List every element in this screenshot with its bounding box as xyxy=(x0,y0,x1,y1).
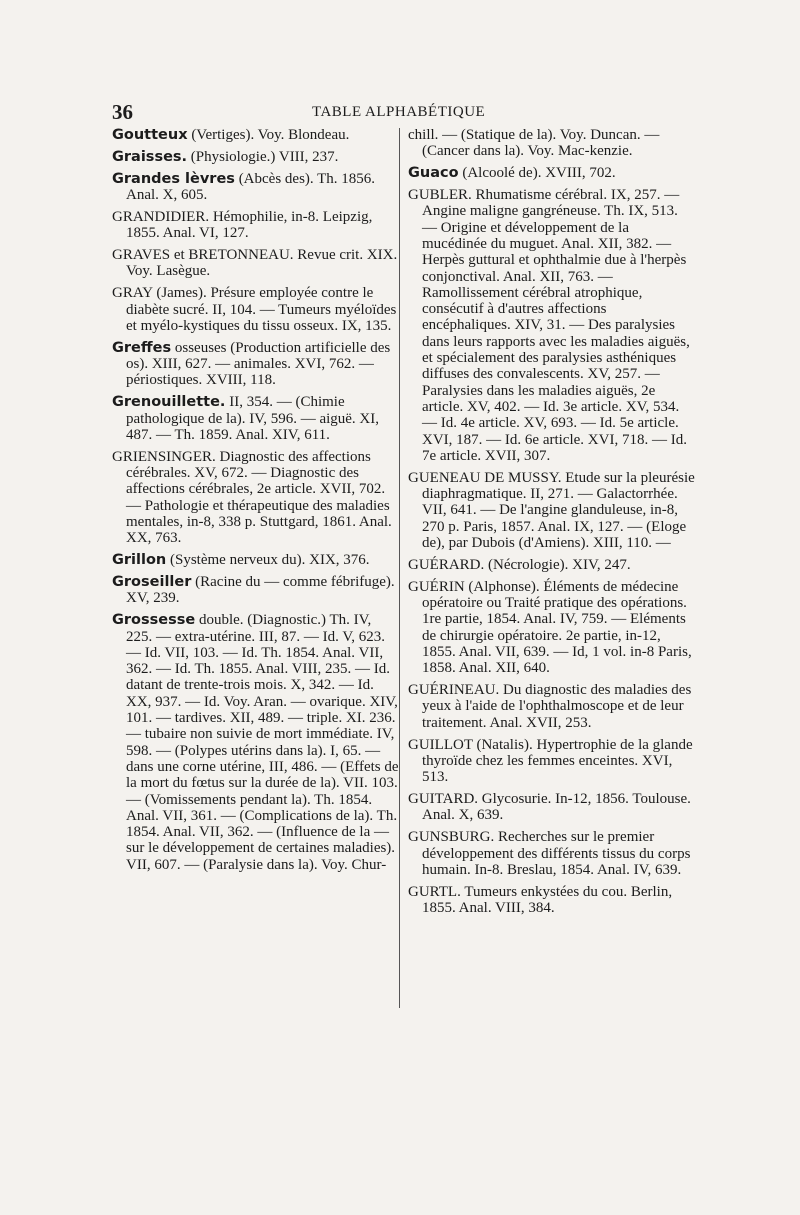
entry-text: GUÉRINEAU. Du diagnostic des maladies des yeux à l'aide de l'ophthalmoscope et de leur traitement. Anal. XVII, 253. xyxy=(408,682,692,731)
running-title: TABLE ALPHABÉTIQUE xyxy=(312,104,486,120)
entry-headword: Grenouillette. xyxy=(112,394,226,411)
right-column xyxy=(408,127,695,922)
entry-text: GUÉRARD. (Nécrologie). XIV, 247. xyxy=(408,556,631,573)
index-entry xyxy=(112,552,399,568)
index-entry xyxy=(408,884,695,917)
entry-text: GURTL. Tumeurs enkystées du cou. Berlin, 1855. Anal. VIII, 384. xyxy=(408,883,673,916)
entry-text: GUILLOT (Natalis). Hypertrophie de la glande thyroïde chez les femmes enceintes. XVI, 513. xyxy=(408,736,693,786)
entry-text: osseuses (Production artificielle des os). XIII, 627. — animales. XVI, 762. — périostiques. XVIII, 118. xyxy=(126,339,391,389)
page-header xyxy=(112,100,700,128)
index-entry xyxy=(112,574,399,607)
index-entry xyxy=(408,737,695,786)
entry-headword: Grillon xyxy=(112,552,167,569)
index-entry xyxy=(112,149,399,165)
entry-text: GRANDIDIER. Hémophilie, in-8. Leipzig, 1855. Anal. VI, 127. xyxy=(112,208,373,242)
index-entry xyxy=(408,791,695,824)
entry-text: double. (Diagnostic.) Th. IV, 225. — extra-utérine. III, 87. — Id. V, 623. — Id. VII, 103. — Id. Th. 1854. Anal. VII, 362. — Id. Th. 1855. Anal. VIII, 235. — Id. datant de trente-trois mois. X, 342. — Id. XX, 937. — Id. Voy. Aran. — ovarique. XIV, 101. — tardives. XII, 489. — triple. XI. 236. — tubaire non suivie de mort immédiate. IV, 598. — (Polypes utérins dans la). I, 65. — dans une corne utérine, III, 486. — (Effets de la mort du fœtus sur la durée de la). VII. 103. — (Vomissements pendant la). Th. 1854. Anal. VII, 361. — (Complications de la). Th. 1854. Anal. VII, 362. — (Influence de la — sur le développement de certaines maladies). VII, 607. — (Paralysie dans la). Voy. Chur- xyxy=(126,612,399,873)
entry-text: GUITARD. Glycosurie. In-12, 1856. Toulouse. Anal. X, 639. xyxy=(408,791,691,824)
entry-headword: Grandes lèvres xyxy=(112,170,235,187)
index-entry xyxy=(112,340,399,389)
column-divider xyxy=(399,128,400,1008)
entry-text: GRAY (James). Présure employée contre le diabète sucré. II, 104. — Tumeurs myéloïdes et myélo-kystiques du tissu osseux. IX, 135. xyxy=(112,285,397,334)
entry-text: GUBLER. Rhumatisme cérébral. IX, 257. — Angine maligne gangréneuse. Th. IX, 513. — Origine et développement de la mucédinée du muguet. Anal. XII, 382. — Herpès guttural et ophthalmie due à l'herpès conjonctival. Anal. XII, 763. — Ramollissement cérébral atrophique, consécutif à d'autres affections encéphaliques. XIV, 31. — Des paralysies dans leurs rapports avec les maladies aiguës, et spécialement des paralysies asthéniques diffuses des convalescents. XV, 257. — Paralysies dans les maladies aiguës, 2e article. XV, 402. — Id. 3e article. XV, 534. — Id. 4e article. XV, 693. — Id. 5e article. XVI, 187. — Id. 6e article. XVI, 718. — Id. 7e article. XVII, 307. xyxy=(408,187,690,464)
entry-text: (Alcoolé de). XVIII, 702. xyxy=(458,165,616,182)
entry-headword: Graisses. xyxy=(112,148,188,165)
index-entry xyxy=(408,557,695,573)
index-entry xyxy=(112,285,399,334)
index-entry xyxy=(408,682,695,731)
entry-text: (Système nerveux du). XIX, 376. xyxy=(166,552,370,569)
index-entry xyxy=(112,209,399,242)
entry-headword: Groseiller xyxy=(112,574,192,591)
index-entry xyxy=(112,612,399,873)
entry-text: (Racine du — comme fébrifuge). XV, 239. xyxy=(126,574,395,607)
entry-text: (Physiologie.) VIII, 237. xyxy=(187,148,339,165)
entry-headword: Grossesse xyxy=(112,612,196,629)
index-entry xyxy=(112,394,399,443)
entry-text: II, 354. — (Chimie pathologique de la). IV, 596. — aiguë. XI, 487. — Th. 1859. Anal. XIV, 611. xyxy=(126,394,380,443)
index-entry xyxy=(112,247,399,280)
entry-headword: Guaco xyxy=(408,165,459,182)
index-entry xyxy=(112,127,399,143)
index-entry xyxy=(112,171,399,204)
index-entry xyxy=(408,829,695,878)
entry-headword: Goutteux xyxy=(112,127,188,143)
entry-text: (Vertiges). Voy. Blondeau. xyxy=(187,127,350,143)
entry-headword: Greffes xyxy=(112,339,172,356)
index-entry xyxy=(112,449,399,547)
entry-text: GUNSBURG. Recherches sur le premier développement des différents tissus du corps humain. In-8. Breslau, 1854. Anal. IV, 639. xyxy=(408,829,691,878)
entry-text: GUENEAU DE MUSSY. Etude sur la pleurésie diaphragmatique. II, 271. — Galactorrhée. VII, 641. — De l'angine glanduleuse, in-8, 270 p. Paris, 1857. Anal. IX, 127. — (Eloge de), par Dubois (d'Amiens). XIII, 110. — xyxy=(408,469,695,551)
entry-text: GRIENSINGER. Diagnostic des affections cérébrales. XV, 672. — Diagnostic des affections cérébrales, 2e article. XVII, 702. — Pathologie et thérapeutique des maladies mentales, in-8, 338 p. Stuttgard, 1861. Anal. XX, 763. xyxy=(112,448,392,547)
entry-text: (Abcès des). Th. 1856. Anal. X, 605. xyxy=(126,170,376,204)
index-entry xyxy=(408,187,695,464)
index-entry xyxy=(408,579,695,677)
entry-text: GUÉRIN (Alphonse). Éléments de médecine opératoire ou Traité pratique des opérations. 1re partie, 1854. Anal. IV, 759. — Eléments de chirurgie opératoire. 2e partie, in-12, 1855. Anal. VII, 639. — Id, 1 vol. in-8 Paris, 1858. Anal. XII, 640. xyxy=(408,578,692,677)
page-number: 36 xyxy=(112,100,133,124)
index-entry xyxy=(408,470,695,551)
index-entry xyxy=(408,165,695,181)
entry-text: GRAVES et BRETONNEAU. Revue crit. XIX. Voy. Lasègue. xyxy=(112,247,398,280)
left-column xyxy=(112,127,399,879)
index-entry xyxy=(408,127,695,160)
entry-text: chill. — (Statique de la). Voy. Duncan. — (Cancer dans la). Voy. Mac-kenzie. xyxy=(408,127,660,160)
